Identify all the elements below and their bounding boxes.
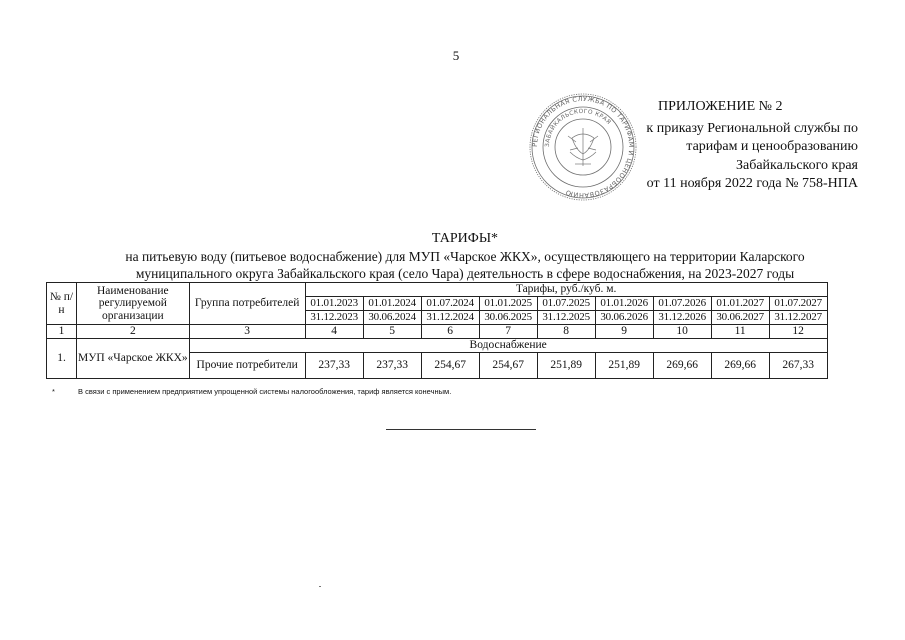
tariff-value: 237,33 (305, 353, 363, 379)
appendix-line-2: тарифам и ценообразованию (686, 139, 858, 154)
period-from: 01.07.2027 (769, 297, 827, 311)
column-index: 4 (305, 325, 363, 339)
row-number: 1. (47, 339, 77, 379)
header-consumer-group: Группа потребителей (189, 283, 305, 325)
column-index: 5 (363, 325, 421, 339)
header-number: № п/н (47, 283, 77, 325)
period-to: 30.06.2027 (711, 311, 769, 325)
page-number: 5 (452, 48, 460, 63)
column-index: 12 (769, 325, 827, 339)
tariff-value: 267,33 (769, 353, 827, 379)
period-from: 01.01.2023 (305, 297, 363, 311)
column-index: 3 (189, 325, 305, 339)
tariff-value: 251,89 (537, 353, 595, 379)
service-name: Водоснабжение (189, 339, 827, 353)
period-to: 30.06.2024 (363, 311, 421, 325)
column-index: 6 (421, 325, 479, 339)
column-index: 1 (47, 325, 77, 339)
column-index: 8 (537, 325, 595, 339)
period-from: 01.01.2027 (711, 297, 769, 311)
tariff-value: 251,89 (595, 353, 653, 379)
seal-emblem (568, 128, 598, 166)
column-index: 10 (653, 325, 711, 339)
column-index: 11 (711, 325, 769, 339)
period-to: 31.12.2027 (769, 311, 827, 325)
footnote (52, 387, 451, 396)
period-from: 01.07.2025 (537, 297, 595, 311)
period-to: 30.06.2025 (479, 311, 537, 325)
organization-name: МУП «Чарское ЖКХ» (77, 339, 190, 379)
period-from: 01.01.2024 (363, 297, 421, 311)
tariff-value: 254,67 (421, 353, 479, 379)
tariff-value: 254,67 (479, 353, 537, 379)
document-subtitle-line-1: на питьевую воду (питьевое водоснабжение) для МУП «Чарское ЖКХ», осуществляющего на территории Каларского (125, 249, 805, 264)
header-organization: Наименование регулируемой организации (77, 283, 190, 325)
period-to: 31.12.2024 (421, 311, 479, 325)
tariff-value: 237,33 (363, 353, 421, 379)
seal-outer-text: РЕГИОНАЛЬНАЯ СЛУЖБА ПО ТАРИФАМ И ЦЕНООБРАЗОВАНИЮ (530, 94, 636, 200)
appendix-line-1: к приказу Региональной службы по (646, 120, 858, 136)
period-to: 31.12.2025 (537, 311, 595, 325)
header-tariffs: Тарифы, руб./куб. м. (305, 283, 827, 297)
scan-dot (319, 586, 321, 587)
tariff-value: 269,66 (653, 353, 711, 379)
consumer-group: Прочие потребители (189, 353, 305, 379)
divider-line (386, 429, 536, 430)
period-to: 31.12.2023 (305, 311, 363, 325)
period-from: 01.07.2026 (653, 297, 711, 311)
footnote-text: В связи с применением предприятием упрощенной системы налогообложения, тариф является конечным. (78, 387, 452, 396)
column-index: 9 (595, 325, 653, 339)
document-subtitle-line-2: муниципального округа Забайкальского края (село Чара) деятельность в сфере водоснабжения, на 2023-2027 годы (135, 266, 795, 281)
appendix-line-4: от 11 ноября 2022 года № 758-НПА (646, 176, 858, 191)
appendix-block (600, 98, 858, 194)
tariffs-table (46, 282, 828, 379)
document-heading (40, 230, 890, 282)
tariff-value: 269,66 (711, 353, 769, 379)
document-title: ТАРИФЫ* (431, 231, 499, 246)
period-from: 01.01.2026 (595, 297, 653, 311)
period-from: 01.07.2024 (421, 297, 479, 311)
period-to: 30.06.2026 (595, 311, 653, 325)
column-index: 2 (77, 325, 190, 339)
footnote-mark: * (52, 387, 55, 396)
seal-inner-text: ЗАБАЙКАЛЬСКОГО КРАЯ (544, 108, 612, 148)
appendix-title: ПРИЛОЖЕНИЕ № 2 (658, 99, 783, 114)
period-to: 31.12.2026 (653, 311, 711, 325)
period-from: 01.01.2025 (479, 297, 537, 311)
appendix-line-3: Забайкальского края (735, 157, 858, 173)
column-index: 7 (479, 325, 537, 339)
